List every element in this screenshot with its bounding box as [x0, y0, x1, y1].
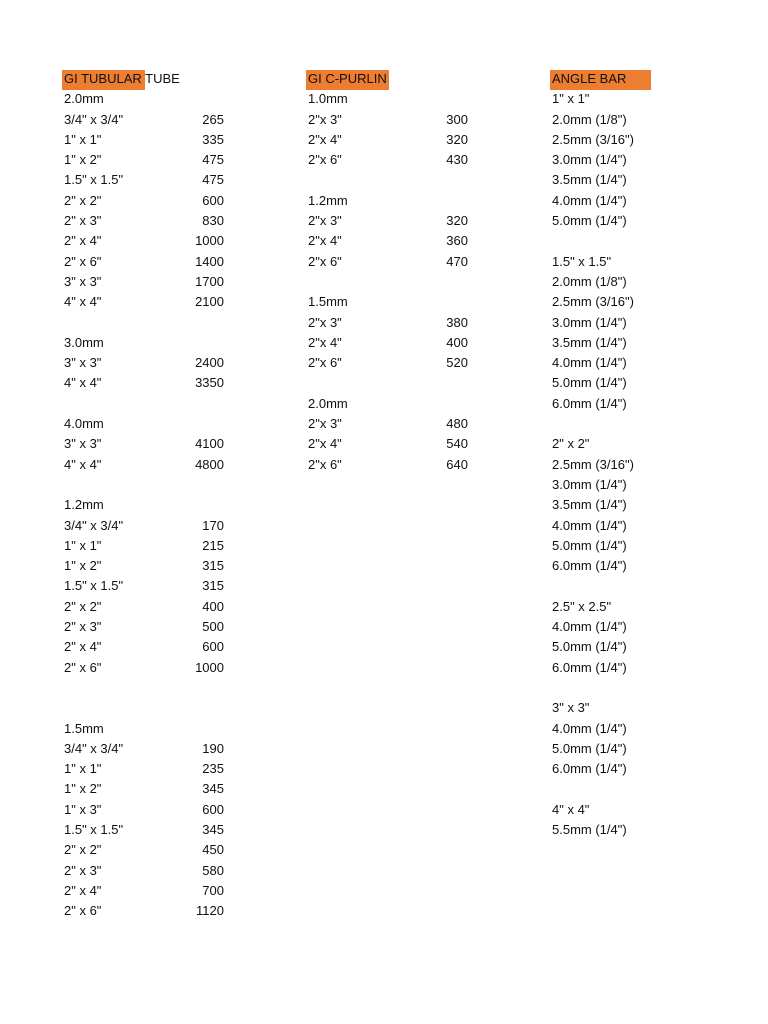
angle-bar-row [550, 597, 660, 617]
item-price: 215 [202, 537, 224, 553]
item-label: 4" x 4" [64, 294, 102, 310]
tubular-tube-row [62, 576, 232, 596]
item-label: 1.2mm [308, 192, 348, 208]
item-label: 1" x 2" [64, 781, 102, 797]
item-label: 3" x 3" [64, 355, 102, 371]
item-price: 320 [446, 213, 468, 229]
item-label: 2" x 6" [64, 253, 102, 269]
item-label: 1.5" x 1.5" [64, 172, 124, 188]
item-price: 2100 [195, 294, 224, 310]
item-label: 3" x 3" [64, 436, 102, 452]
item-price: 580 [202, 862, 224, 878]
item-price: 600 [202, 639, 224, 655]
item-label: 1.5" x 1.5" [64, 821, 124, 837]
angle-bar-column [550, 69, 660, 840]
tubular-tube-row [62, 556, 232, 576]
item-price: 500 [202, 619, 224, 635]
angle-bar-row [550, 252, 660, 272]
angle-bar-row [550, 617, 660, 637]
tubular-tube-row [62, 150, 232, 170]
tubular-tube-row [62, 333, 232, 353]
item-label: 3" x 3" [64, 273, 102, 289]
c-purlin-rows [306, 89, 476, 475]
item-label: 3.0mm (1/4") [552, 314, 627, 330]
item-price: 3350 [195, 375, 224, 391]
item-price: 4100 [195, 436, 224, 452]
c-purlin-row [306, 110, 476, 130]
item-price: 335 [202, 131, 224, 147]
item-label: 4" x 4" [552, 801, 590, 817]
angle-bar-row [550, 820, 660, 840]
tubular-tube-row [62, 820, 232, 840]
tubular-tube-title: GI TUBULAR TUBE [64, 71, 180, 86]
item-label: 2.0mm (1/8") [552, 273, 627, 289]
c-purlin-title: GI C-PURLIN [308, 71, 387, 86]
item-label: 2"x 3" [308, 314, 342, 330]
tubular-tube-row [62, 313, 232, 333]
item-label: 1" x 1" [552, 91, 590, 107]
item-label: 2"x 6" [308, 456, 342, 472]
item-price: 320 [446, 131, 468, 147]
angle-bar-row [550, 637, 660, 657]
tubular-tube-row [62, 353, 232, 373]
item-label: 2.5mm (3/16") [552, 294, 634, 310]
item-label: 6.0mm (1/4") [552, 395, 627, 411]
item-label: 2" x 4" [64, 639, 102, 655]
tubular-tube-row [62, 678, 232, 698]
item-label: 1" x 1" [64, 761, 102, 777]
angle-bar-row [550, 191, 660, 211]
item-label: 2" x 3" [64, 619, 102, 635]
tubular-tube-column [62, 69, 232, 921]
angle-bar-row [550, 394, 660, 414]
item-label: 2" x 2" [552, 436, 590, 452]
item-price: 540 [446, 436, 468, 452]
tubular-tube-row [62, 455, 232, 475]
tubular-tube-row [62, 475, 232, 495]
angle-bar-row [550, 536, 660, 556]
item-label: 5.0mm (1/4") [552, 537, 627, 553]
tubular-tube-row [62, 739, 232, 759]
tubular-tube-row [62, 272, 232, 292]
angle-bar-row [550, 353, 660, 373]
item-label: 4.0mm (1/4") [552, 517, 627, 533]
tubular-tube-row [62, 130, 232, 150]
item-label: 4.0mm (1/4") [552, 192, 627, 208]
angle-bar-row [550, 414, 660, 434]
item-price: 380 [446, 314, 468, 330]
tubular-tube-row [62, 516, 232, 536]
item-label: 2" x 3" [64, 862, 102, 878]
angle-bar-row [550, 110, 660, 130]
tubular-tube-row [62, 719, 232, 739]
item-label: 4.0mm (1/4") [552, 355, 627, 371]
tubular-tube-row [62, 170, 232, 190]
item-price: 480 [446, 416, 468, 432]
item-label: 2"x 3" [308, 416, 342, 432]
c-purlin-row [306, 394, 476, 414]
tubular-tube-row [62, 637, 232, 657]
item-label: 3.5mm (1/4") [552, 334, 627, 350]
item-price: 430 [446, 152, 468, 168]
item-label: 6.0mm (1/4") [552, 659, 627, 675]
tubular-tube-row [62, 800, 232, 820]
item-label: 1.5mm [308, 294, 348, 310]
angle-bar-row [550, 475, 660, 495]
item-label: 3.5mm (1/4") [552, 497, 627, 513]
tubular-tube-row [62, 840, 232, 860]
angle-bar-row [550, 658, 660, 678]
tubular-tube-row [62, 211, 232, 231]
tubular-tube-row [62, 89, 232, 109]
item-price: 1120 [196, 903, 224, 919]
tubular-tube-rows [62, 89, 232, 921]
item-label: 1.5" x 1.5" [64, 578, 124, 594]
item-label: 5.0mm (1/4") [552, 213, 627, 229]
angle-bar-row [550, 313, 660, 333]
item-label: 2.0mm [308, 395, 348, 411]
angle-bar-row [550, 779, 660, 799]
item-label: 1.2mm [64, 497, 104, 513]
item-label: 4.0mm (1/4") [552, 619, 627, 635]
c-purlin-row [306, 373, 476, 393]
item-label: 5.0mm (1/4") [552, 740, 627, 756]
c-purlin-row [306, 455, 476, 475]
angle-bar-row [550, 719, 660, 739]
angle-bar-row [550, 150, 660, 170]
item-label: 2" x 4" [64, 882, 102, 898]
c-purlin-column [306, 69, 476, 475]
angle-bar-row [550, 211, 660, 231]
tubular-tube-row [62, 901, 232, 921]
angle-bar-row [550, 556, 660, 576]
c-purlin-header [306, 69, 476, 89]
angle-bar-row [550, 434, 660, 454]
tubular-tube-row [62, 779, 232, 799]
tubular-tube-row [62, 759, 232, 779]
item-label: 3/4" x 3/4" [64, 517, 124, 533]
item-price: 300 [446, 111, 468, 127]
item-label: 2"x 4" [308, 131, 342, 147]
item-label: 3" x 3" [552, 700, 590, 716]
item-price: 470 [446, 253, 468, 269]
item-price: 640 [446, 456, 468, 472]
item-label: 2"x 3" [308, 213, 342, 229]
item-label: 1" x 3" [64, 801, 102, 817]
item-label: 4" x 4" [64, 456, 102, 472]
tubular-tube-row [62, 658, 232, 678]
item-label: 2" x 2" [64, 842, 102, 858]
item-price: 2400 [195, 355, 224, 371]
angle-bar-row [550, 292, 660, 312]
item-label: 2"x 4" [308, 436, 342, 452]
item-price: 315 [202, 558, 224, 574]
c-purlin-row [306, 130, 476, 150]
item-label: 3/4" x 3/4" [64, 740, 124, 756]
item-label: 1" x 2" [64, 558, 102, 574]
item-label: 2.5" x 2.5" [552, 598, 612, 614]
tubular-tube-row [62, 861, 232, 881]
item-label: 2"x 6" [308, 253, 342, 269]
item-price: 170 [202, 517, 224, 533]
angle-bar-row [550, 495, 660, 515]
angle-bar-row [550, 231, 660, 251]
angle-bar-row [550, 89, 660, 109]
item-price: 600 [202, 192, 224, 208]
tubular-tube-row [62, 292, 232, 312]
angle-bar-row [550, 170, 660, 190]
item-label: 2" x 6" [64, 659, 102, 675]
c-purlin-row [306, 272, 476, 292]
item-price: 1000 [195, 659, 224, 675]
c-purlin-row [306, 170, 476, 190]
item-label: 1" x 2" [64, 152, 102, 168]
angle-bar-row [550, 800, 660, 820]
tubular-tube-row [62, 191, 232, 211]
item-label: 2" x 3" [64, 213, 102, 229]
item-label: 5.5mm (1/4") [552, 821, 627, 837]
item-price: 190 [202, 740, 224, 756]
tubular-tube-row [62, 495, 232, 515]
item-price: 360 [446, 233, 468, 249]
tubular-tube-row [62, 617, 232, 637]
item-price: 600 [202, 801, 224, 817]
item-label: 2" x 4" [64, 233, 102, 249]
angle-bar-row [550, 516, 660, 536]
tubular-tube-row [62, 536, 232, 556]
tubular-tube-row [62, 373, 232, 393]
item-price: 830 [202, 213, 224, 229]
angle-bar-row [550, 373, 660, 393]
item-label: 3/4" x 3/4" [64, 111, 124, 127]
angle-bar-rows [550, 89, 660, 840]
item-label: 2"x 4" [308, 233, 342, 249]
c-purlin-row [306, 89, 476, 109]
c-purlin-row [306, 414, 476, 434]
angle-bar-row [550, 698, 660, 718]
tubular-tube-row [62, 414, 232, 434]
item-label: 2" x 2" [64, 598, 102, 614]
item-label: 2"x 6" [308, 152, 342, 168]
item-label: 5.0mm (1/4") [552, 375, 627, 391]
angle-bar-row [550, 272, 660, 292]
tubular-tube-row [62, 597, 232, 617]
item-label: 1" x 1" [64, 537, 102, 553]
c-purlin-row [306, 353, 476, 373]
item-price: 1000 [195, 233, 224, 249]
c-purlin-row [306, 252, 476, 272]
item-price: 400 [202, 598, 224, 614]
tubular-tube-row [62, 698, 232, 718]
item-price: 315 [202, 578, 224, 594]
item-label: 2.0mm (1/8") [552, 111, 627, 127]
item-label: 1" x 1" [64, 131, 102, 147]
angle-bar-row [550, 739, 660, 759]
item-label: 1.5" x 1.5" [552, 253, 612, 269]
item-price: 520 [446, 355, 468, 371]
angle-bar-row [550, 455, 660, 475]
item-price: 700 [202, 882, 224, 898]
item-price: 450 [202, 842, 224, 858]
c-purlin-row [306, 191, 476, 211]
tubular-tube-header [62, 69, 232, 89]
c-purlin-row [306, 333, 476, 353]
angle-bar-header [550, 69, 660, 89]
item-price: 1400 [195, 253, 224, 269]
tubular-tube-row [62, 434, 232, 454]
item-label: 4.0mm (1/4") [552, 720, 627, 736]
c-purlin-row [306, 231, 476, 251]
tubular-tube-row [62, 881, 232, 901]
item-price: 235 [202, 761, 224, 777]
tubular-tube-row [62, 394, 232, 414]
item-label: 2"x 3" [308, 111, 342, 127]
c-purlin-row [306, 292, 476, 312]
item-label: 5.0mm (1/4") [552, 639, 627, 655]
item-price: 475 [202, 172, 224, 188]
item-label: 2" x 6" [64, 903, 102, 919]
item-label: 2.5mm (3/16") [552, 456, 634, 472]
item-price: 1700 [195, 273, 224, 289]
item-label: 2"x 4" [308, 334, 342, 350]
tubular-tube-row [62, 110, 232, 130]
tubular-tube-row [62, 252, 232, 272]
c-purlin-row [306, 313, 476, 333]
angle-bar-row [550, 130, 660, 150]
item-label: 2"x 6" [308, 355, 342, 371]
angle-bar-row [550, 576, 660, 596]
angle-bar-row [550, 759, 660, 779]
item-price: 265 [202, 111, 224, 127]
c-purlin-row [306, 211, 476, 231]
item-label: 6.0mm (1/4") [552, 558, 627, 574]
item-label: 2" x 2" [64, 192, 102, 208]
item-label: 4.0mm [64, 416, 104, 432]
c-purlin-row [306, 434, 476, 454]
item-price: 345 [202, 781, 224, 797]
item-label: 4" x 4" [64, 375, 102, 391]
tubular-tube-row [62, 231, 232, 251]
c-purlin-row [306, 150, 476, 170]
item-label: 1.5mm [64, 720, 104, 736]
angle-bar-row [550, 678, 660, 698]
item-price: 400 [446, 334, 468, 350]
item-price: 345 [202, 821, 224, 837]
angle-bar-row [550, 333, 660, 353]
item-price: 475 [202, 152, 224, 168]
item-label: 6.0mm (1/4") [552, 761, 627, 777]
item-label: 2.5mm (3/16") [552, 131, 634, 147]
item-label: 3.5mm (1/4") [552, 172, 627, 188]
item-label: 2.0mm [64, 91, 104, 107]
item-price: 4800 [195, 456, 224, 472]
item-label: 3.0mm [64, 334, 104, 350]
item-label: 3.0mm (1/4") [552, 152, 627, 168]
item-label: 1.0mm [308, 91, 348, 107]
angle-bar-title: ANGLE BAR [552, 71, 627, 86]
item-label: 3.0mm (1/4") [552, 476, 627, 492]
